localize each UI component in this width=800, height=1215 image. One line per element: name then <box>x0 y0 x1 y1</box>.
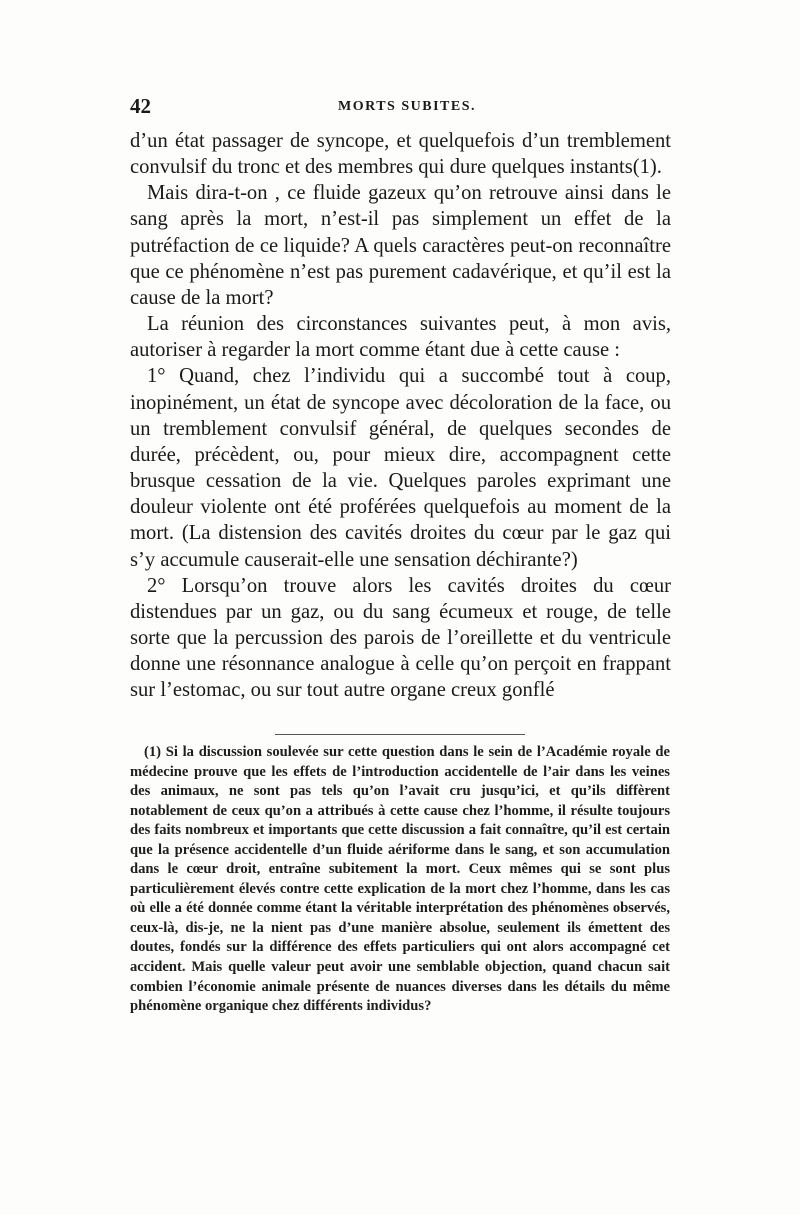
page-number: 42 <box>130 94 151 118</box>
footnote-text: (1) Si la discussion soulevée sur cette question dans le sein de l’Académie royale de médecine prouve que les effets de l’introduction accidentelle de l’air dans les veines des animaux, ne sont pas tels qu’on l’avait cru jusqu’ici, et qu’ils diffèrent notablement de ceux qu’on a attribués à cette cause chez l’homme, il résulte toujours des faits nombreux et importants que cette discussion a fait connaître, qu’il est certain que la présence accidentelle d’un fluide aériforme dans le sang, et son accumulation dans le cœur droit, entraîne subitement la mort. Ceux mêmes qui se sont plus particulièrement élevés contre cette explication de la mort chez l’homme, dans les cas où elle a été donnée comme étant la véritable interprétation des phénomènes observés, ceux-là, dis-je, ne la nient pas d’une manière absolue, seulement ils émettent des doutes, fondés sur la différence des effets particuliers qui ont alors accompagné cet accident. Mais quelle valeur peut avoir une semblable objection, quand chacun sait combien l’économie animale présente de nuances diverses dans les détails du même phénomène organique chez différents individus? <box>130 744 670 1015</box>
paragraph-continued: d’un état passager de syncope, et quelquefois d’un tremblement convulsif du tronc et des membres qui dure quelques instants(1). <box>130 130 671 179</box>
paragraph-question: Mais dira-t-on , ce fluide gazeux qu’on retrouve ainsi dans le sang après la mort, n’est-il pas simplement un effet de la putréfaction de ce liquide? A quels caractères peut-on reconnaître que ce phénomène n’est pas purement cadavérique, et qu’il est la cause de la mort? <box>130 182 671 309</box>
footnote-separator <box>275 734 525 735</box>
paragraph-point-1: 1° Quand, chez l’individu qui a succombé tout à coup, inopinément, un état de syncope avec décoloration de la face, ou un tremblement convulsif général, de quelques secondes de durée, précèdent, ou, pour mieux dire, accompagnent cette brusque cessation de la vie. Quelques paroles exprimant une douleur violente ont été proférées quelquefois au moment de la mort. (La distension des cavités droites du cœur par le gaz qui s’y accumule causerait-elle une sensation déchirante?) <box>130 365 671 571</box>
main-text <box>130 128 671 703</box>
paragraph-circumstances: La réunion des circonstances suivantes peut, à mon avis, autoriser à regarder la mort comme étant due à cette cause : <box>130 313 671 362</box>
footnote <box>130 743 670 1017</box>
paragraph-point-2: 2° Lorsqu’on trouve alors les cavités droites du cœur distendues par un gaz, ou du sang écumeux et rouge, de telle sorte que la percussion des parois de l’oreillette et du ventricule donne une résonnance analogue à celle qu’on perçoit en frappant sur l’estomac, ou sur tout autre organe creux gonflé <box>130 574 671 702</box>
page-header <box>130 94 670 122</box>
running-title: MORTS SUBITES. <box>338 99 476 114</box>
